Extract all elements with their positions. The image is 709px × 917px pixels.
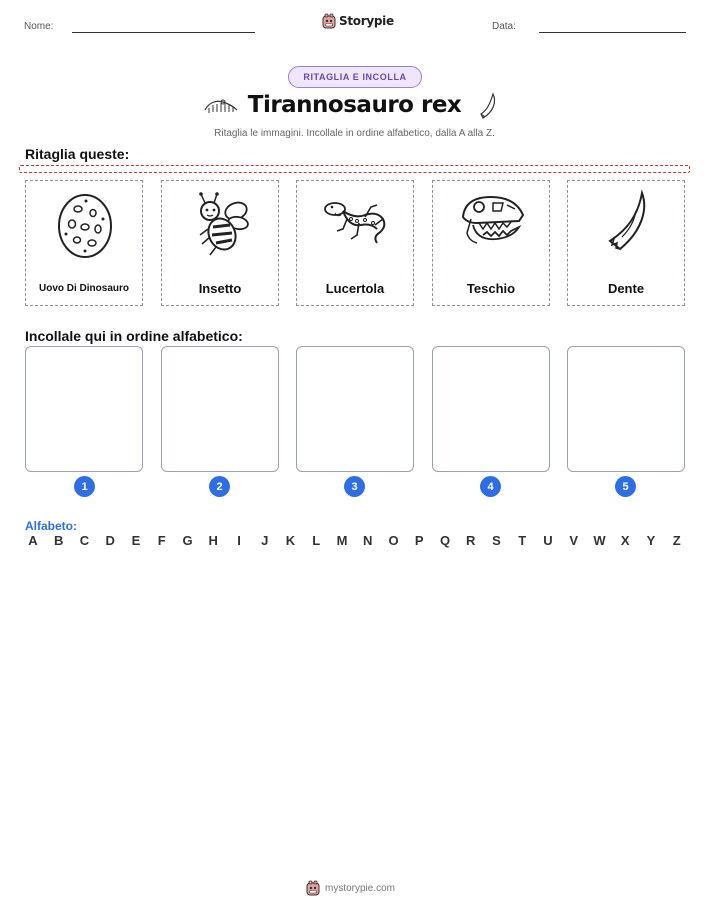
alphabet-letter: D — [105, 533, 115, 548]
cut-label-egg: Uovo Di Dinosauro — [38, 283, 129, 294]
cut-label-skull: Teschio — [466, 281, 516, 296]
alphabet-letter: Q — [439, 533, 451, 548]
page-title: Tirannosauro rex — [247, 92, 462, 118]
alphabet-letter: S — [492, 533, 501, 548]
paste-section-heading: Incollale qui in ordine alfabetico: — [25, 328, 243, 344]
order-number-4: 4 — [480, 476, 501, 497]
alphabet-letter: P — [414, 533, 424, 548]
activity-badge: RITAGLIA E INCOLLA — [288, 66, 422, 88]
name-line — [72, 32, 255, 33]
name-label: Nome: — [24, 21, 54, 32]
date-line — [539, 32, 686, 33]
alphabet-letter: J — [261, 533, 269, 548]
alphabet-letter: U — [543, 533, 553, 548]
alphabet-letter: A — [28, 533, 38, 548]
date-label: Data: — [492, 21, 516, 32]
claw-icon — [477, 92, 499, 120]
alphabet-letter: I — [237, 533, 241, 548]
paste-box-5[interactable] — [567, 346, 685, 472]
alphabet-row — [25, 533, 685, 548]
cut-label-lizard: Lucertola — [325, 281, 385, 296]
brand-name: Storypie — [339, 14, 394, 28]
cut-guide-line — [19, 165, 690, 173]
alphabet-letter: K — [285, 533, 296, 548]
storypie-logo — [322, 13, 394, 29]
alphabet-letter: B — [54, 533, 64, 548]
cut-card-tooth[interactable] — [567, 180, 685, 306]
footer-url: mystorypie.com — [325, 882, 396, 894]
alphabet-letter: X — [620, 533, 630, 548]
dinosaur-egg-icon — [50, 189, 120, 259]
alphabet-letter: F — [157, 533, 166, 548]
alphabet-letter: O — [388, 533, 399, 548]
alphabet-letter: M — [336, 533, 348, 548]
order-number-2: 2 — [209, 476, 230, 497]
alphabet-letter: G — [182, 533, 193, 548]
order-number-3: 3 — [344, 476, 365, 497]
cut-section-heading: Ritaglia queste: — [25, 146, 130, 162]
alphabet-letter: T — [518, 533, 527, 548]
cut-card-egg[interactable] — [25, 180, 143, 306]
order-number-1: 1 — [74, 476, 95, 497]
alphabet-letter: R — [466, 533, 476, 548]
cut-label-insect: Insetto — [198, 281, 242, 296]
cut-label-tooth: Dente — [607, 281, 645, 296]
bee-icon — [186, 189, 256, 259]
lizard-icon — [321, 189, 391, 259]
alphabet-letter: N — [363, 533, 373, 548]
paste-box-2[interactable] — [161, 346, 279, 472]
paste-box-3[interactable] — [296, 346, 414, 472]
instructions-text: Ritaglia le immagini. Incollale in ordine alfabetico, dalla A alla Z. — [214, 128, 495, 139]
storypie-mascot-icon — [306, 880, 320, 896]
paste-box-1[interactable] — [25, 346, 143, 472]
order-number-5: 5 — [615, 476, 636, 497]
alphabet-letter: H — [208, 533, 218, 548]
alphabet-letter: Y — [646, 533, 656, 548]
alphabet-letter: C — [79, 533, 90, 548]
paste-box-4[interactable] — [432, 346, 550, 472]
tooth-icon — [592, 189, 662, 259]
cut-card-skull[interactable] — [432, 180, 550, 306]
alphabet-letter: V — [569, 533, 579, 548]
alphabet-heading: Alfabeto: — [25, 519, 77, 533]
cut-card-insect[interactable] — [161, 180, 279, 306]
skull-icon — [457, 189, 527, 259]
alphabet-letter: L — [312, 533, 321, 548]
cut-card-lizard[interactable] — [296, 180, 414, 306]
alphabet-letter: Z — [672, 533, 681, 548]
storypie-mascot-icon — [322, 13, 336, 29]
alphabet-letter: W — [593, 533, 606, 548]
footer — [306, 880, 395, 896]
alphabet-letter: E — [131, 533, 141, 548]
